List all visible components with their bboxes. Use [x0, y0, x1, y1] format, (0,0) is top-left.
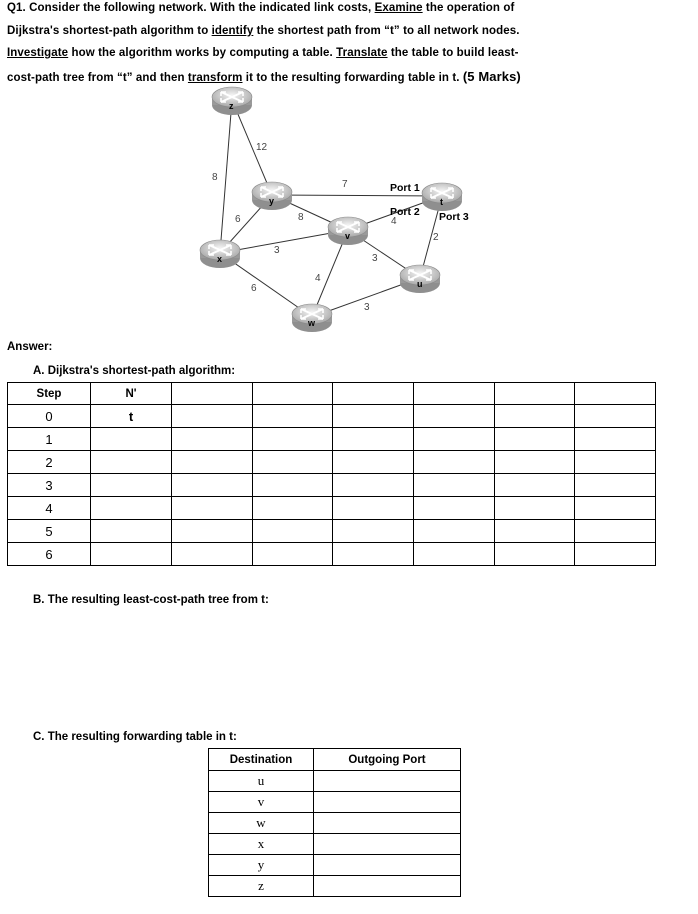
question-line-3 [7, 47, 519, 59]
cost-x-y: 6 [235, 214, 241, 225]
answer-cell[interactable] [413, 451, 494, 474]
router-t [422, 183, 462, 211]
question-keyword: Examine [374, 2, 423, 14]
step-cell: 3 [8, 474, 91, 497]
question-text: the table to build least- [387, 47, 519, 59]
node-label-v: v [345, 231, 351, 241]
node-label-z: z [229, 101, 234, 111]
table-row [8, 428, 656, 451]
answer-cell[interactable] [333, 497, 414, 520]
empty-header [413, 383, 494, 405]
step-cell: 6 [8, 543, 91, 566]
nprime-cell[interactable] [91, 451, 172, 474]
port-3-label: Port 3 [439, 211, 469, 223]
question-line-1 [7, 2, 514, 14]
table-row [209, 813, 461, 834]
answer-cell[interactable] [333, 520, 414, 543]
node-label-y: y [269, 196, 275, 206]
nprime-cell[interactable] [91, 474, 172, 497]
cost-y-t: 7 [342, 179, 348, 190]
question-text: it to the resulting forwarding table in t. [242, 72, 463, 84]
cost-x-w: 6 [251, 283, 257, 294]
answer-cell[interactable] [413, 428, 494, 451]
step-cell: 5 [8, 520, 91, 543]
answer-cell[interactable] [172, 474, 253, 497]
question-line-2 [7, 25, 520, 37]
answer-cell[interactable] [494, 451, 575, 474]
answer-cell[interactable] [575, 520, 656, 543]
empty-header [333, 383, 414, 405]
router-w [292, 304, 332, 332]
nprime-cell[interactable] [91, 428, 172, 451]
router-v [328, 217, 368, 245]
table-row [8, 405, 656, 428]
cost-w-u: 3 [364, 302, 370, 313]
answer-cell[interactable] [413, 405, 494, 428]
step-cell: 2 [8, 451, 91, 474]
dijkstra-header-row [8, 383, 656, 405]
table-row [8, 497, 656, 520]
table-row [209, 876, 461, 897]
forwarding-header-row [209, 749, 461, 771]
answer-cell[interactable] [172, 451, 253, 474]
answer-cell[interactable] [252, 520, 333, 543]
node-label-x: x [217, 254, 223, 264]
cost-t-u: 2 [433, 232, 439, 243]
step-cell: 4 [8, 497, 91, 520]
answer-cell[interactable] [494, 497, 575, 520]
network-diagram [0, 80, 698, 340]
question-text: Dijkstra's shortest-path algorithm to [7, 25, 212, 37]
answer-cell[interactable] [172, 405, 253, 428]
router-x [200, 240, 240, 268]
port-cell[interactable] [314, 771, 461, 792]
port-cell[interactable] [314, 855, 461, 876]
port-1-label: Port 1 [390, 182, 420, 194]
dijkstra-table [7, 382, 656, 566]
port-2-label: Port 2 [390, 206, 420, 218]
step-header: Step [8, 383, 91, 405]
empty-header [494, 383, 575, 405]
answer-cell[interactable] [575, 405, 656, 428]
link-y-t [272, 195, 442, 196]
question-keyword: Investigate [7, 47, 69, 59]
step-cell: 1 [8, 428, 91, 451]
table-row [209, 771, 461, 792]
answer-cell[interactable] [333, 405, 414, 428]
answer-cell[interactable] [252, 474, 333, 497]
empty-header [575, 383, 656, 405]
table-row [8, 451, 656, 474]
port-cell[interactable] [314, 813, 461, 834]
table-row [209, 792, 461, 813]
section-c-heading: C. The resulting forwarding table in t: [33, 731, 237, 743]
destination-cell: y [209, 855, 314, 876]
destination-cell: z [209, 876, 314, 897]
answer-cell[interactable] [413, 543, 494, 566]
answer-cell[interactable] [172, 543, 253, 566]
section-a-heading: A. Dijkstra's shortest-path algorithm: [33, 365, 236, 377]
nprime-header: N' [91, 383, 172, 405]
cost-v-t: 4 [391, 216, 397, 227]
destination-cell: x [209, 834, 314, 855]
answer-cell[interactable] [333, 451, 414, 474]
question-keyword: Translate [336, 47, 388, 59]
nprime-cell[interactable]: t [91, 405, 172, 428]
answer-label: Answer: [7, 341, 53, 353]
destination-cell: u [209, 771, 314, 792]
port-cell[interactable] [314, 792, 461, 813]
table-row [209, 834, 461, 855]
table-row [8, 474, 656, 497]
router-y [252, 182, 292, 210]
cost-z-y: 12 [256, 142, 268, 153]
port-cell[interactable] [314, 876, 461, 897]
answer-cell[interactable] [252, 497, 333, 520]
cost-z-x: 8 [212, 172, 218, 183]
router-z [212, 87, 252, 115]
answer-cell[interactable] [252, 405, 333, 428]
answer-cell[interactable] [333, 543, 414, 566]
destination-cell: v [209, 792, 314, 813]
answer-cell[interactable] [333, 428, 414, 451]
destination-header: Destination [209, 749, 314, 771]
answer-cell[interactable] [575, 428, 656, 451]
forwarding-table [208, 748, 461, 897]
answer-cell[interactable] [575, 474, 656, 497]
node-label-w: w [308, 318, 316, 328]
answer-cell[interactable] [252, 428, 333, 451]
section-b-heading: B. The resulting least-cost-path tree from t: [33, 594, 269, 606]
question-keyword: transform [187, 72, 243, 84]
answer-cell[interactable] [494, 543, 575, 566]
outgoing-port-header: Outgoing Port [314, 749, 461, 771]
answer-cell[interactable] [575, 543, 656, 566]
question-keyword: identify [211, 25, 254, 37]
link-z-x [220, 100, 232, 253]
answer-cell[interactable] [172, 428, 253, 451]
question-text: the operation of [422, 2, 515, 14]
destination-cell: w [209, 813, 314, 834]
question-text: Q1. Consider the following network. With the indicated link costs, [7, 2, 375, 14]
empty-header [172, 383, 253, 405]
nprime-cell[interactable] [91, 543, 172, 566]
cost-x-v: 3 [274, 245, 280, 256]
router-u [400, 265, 440, 293]
question-text: cost-path tree from “t” and then [7, 72, 188, 84]
table-row [8, 543, 656, 566]
answer-cell[interactable] [252, 451, 333, 474]
table-row [209, 855, 461, 876]
question-text: the shortest path from “t” to all network nodes. [253, 25, 520, 37]
question-text: how the algorithm works by computing a table. [68, 47, 337, 59]
answer-cell[interactable] [575, 451, 656, 474]
answer-cell[interactable] [252, 543, 333, 566]
answer-cell[interactable] [413, 520, 494, 543]
cost-v-u: 3 [372, 253, 378, 264]
answer-cell[interactable] [413, 497, 494, 520]
cost-y-v: 8 [298, 212, 304, 223]
node-label-t: t [440, 197, 443, 207]
answer-cell[interactable] [172, 497, 253, 520]
marks-label: (5 Marks) [462, 69, 521, 84]
answer-cell[interactable] [413, 474, 494, 497]
step-cell: 0 [8, 405, 91, 428]
table-row [8, 520, 656, 543]
node-label-u: u [417, 279, 423, 289]
nprime-cell[interactable] [91, 520, 172, 543]
answer-cell[interactable] [494, 405, 575, 428]
answer-cell[interactable] [333, 474, 414, 497]
answer-cell[interactable] [494, 428, 575, 451]
empty-header [252, 383, 333, 405]
answer-cell[interactable] [575, 497, 656, 520]
cost-v-w: 4 [315, 273, 321, 284]
answer-cell[interactable] [494, 520, 575, 543]
answer-cell[interactable] [172, 520, 253, 543]
answer-cell[interactable] [494, 474, 575, 497]
port-cell[interactable] [314, 834, 461, 855]
nprime-cell[interactable] [91, 497, 172, 520]
